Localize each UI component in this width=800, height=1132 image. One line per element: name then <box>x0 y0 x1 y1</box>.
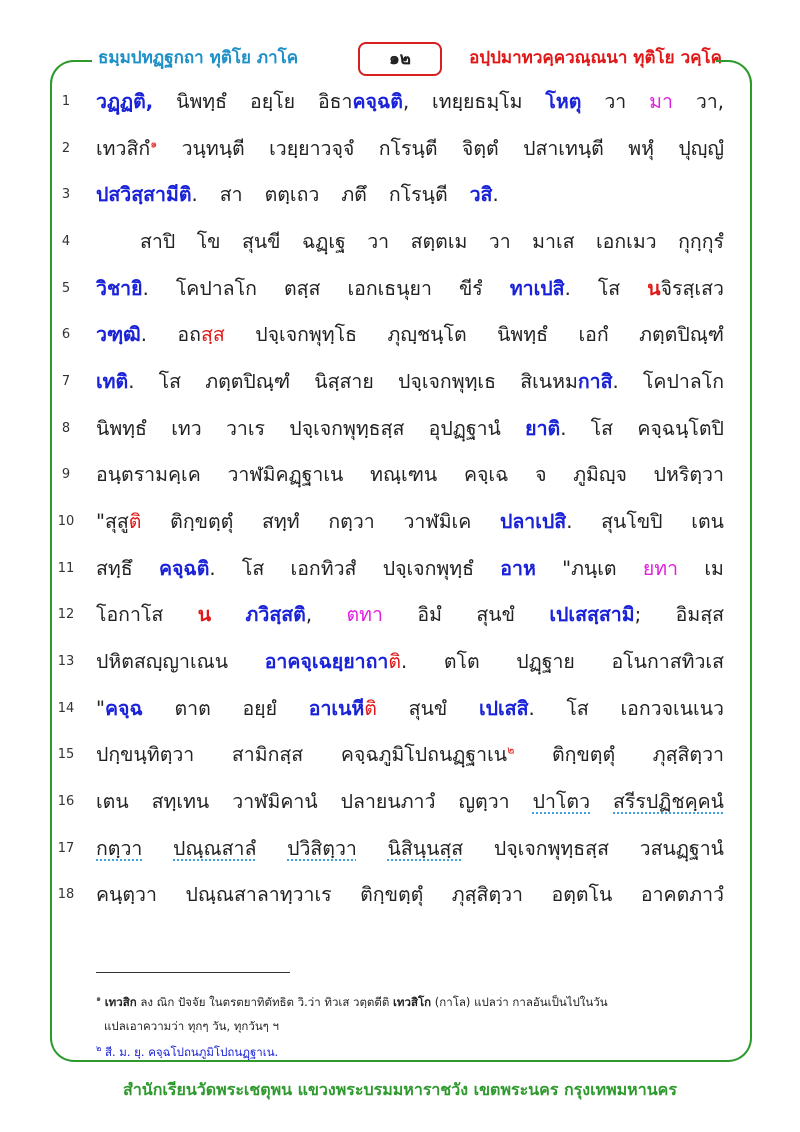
text-line-11 <box>96 553 724 584</box>
word: ปวิสิตฺวา <box>287 837 357 860</box>
line-number: 3 <box>61 187 71 202</box>
word: เอกทิวสํ <box>290 557 357 580</box>
text-line-17 <box>96 833 724 864</box>
line-number: 10 <box>57 514 75 529</box>
footnote-2: $^๒$ สี. ม. ยุ. คจฺฉโปถนภูมิโปถนฏฺฐาเน. <box>96 1044 279 1059</box>
word: ตาต <box>174 697 211 720</box>
word: ปหิตสญฺญาเณน <box>96 650 229 673</box>
line-number: 11 <box>57 561 75 576</box>
word: ปจฺเจกพุทฺธสฺส <box>493 837 609 860</box>
word: อิมํ <box>417 603 442 626</box>
line-number: 1 <box>61 94 71 109</box>
frame-corner-left <box>50 60 92 92</box>
word: อตฺตโน <box>551 883 613 906</box>
word: ปสาเทนฺตี <box>523 137 604 160</box>
word: ตทา <box>346 603 383 626</box>
line-number: 13 <box>57 654 75 669</box>
line-number: 17 <box>57 841 75 856</box>
word: ปุญฺญํ <box>678 137 724 160</box>
text-line-3 <box>96 179 724 210</box>
word: โคปาลโก <box>175 277 257 300</box>
text-line-8 <box>96 413 724 444</box>
word-group: คจฺฉติ. <box>158 557 216 580</box>
word-group: สิเนหมกาสิ. <box>520 370 619 393</box>
word: สทฺธึ <box>96 557 133 580</box>
word: ปจฺเจกพุทฺธสฺส <box>289 417 405 440</box>
word: สา <box>219 183 243 206</box>
text-line-18 <box>96 879 724 910</box>
word: มา <box>649 90 673 113</box>
word: อโนกาสทิวเส <box>611 650 724 673</box>
word: วสนฏฺฐานํ <box>639 837 724 860</box>
word: เทว <box>171 417 202 440</box>
word: ปหริตฺวา <box>653 463 724 486</box>
word-group: นจิรสฺเสว <box>647 277 724 300</box>
text-line-15 <box>96 739 724 770</box>
word: สรีรปฏิชคฺคนํ <box>613 790 724 813</box>
word-group: ยาติ. <box>525 417 567 440</box>
word: สทฺทํ <box>262 510 300 533</box>
word: วฏฺฏติ, <box>96 90 154 113</box>
text-line-13 <box>96 646 724 677</box>
word: ปาโตว <box>532 790 591 813</box>
text-line-14 <box>96 693 724 724</box>
line-number: 14 <box>57 701 75 716</box>
word: โหตุ <box>545 90 582 113</box>
word: อยฺยํ <box>242 697 278 720</box>
page-number: ๑๒ <box>358 42 442 76</box>
word: อุปฏฺฐานํ <box>428 417 501 440</box>
line-number: 2 <box>61 141 71 156</box>
word: วาฬมิคานํ <box>232 790 318 813</box>
word: เอกเมว <box>595 230 657 253</box>
text-line-1 <box>96 86 724 117</box>
word: คนฺตฺวา <box>96 883 157 906</box>
word: วนฺทนฺตี <box>181 137 245 160</box>
word: โส <box>590 417 614 440</box>
word: อาคตภาวํ <box>640 883 724 906</box>
line-number: 12 <box>57 607 75 622</box>
word: เทยฺยธมฺโม <box>432 90 523 113</box>
word: พหุํ <box>628 137 654 160</box>
word: คจฺเฉ <box>463 463 509 486</box>
word: เตน <box>691 510 724 533</box>
word-group: ปลาเปสิ. <box>499 510 573 533</box>
word: ยทา <box>642 557 679 580</box>
line-number: 6 <box>61 327 71 342</box>
word: ตสฺส <box>283 277 321 300</box>
footnote-1-continued: แปลเอาความว่า ทุกๆ วัน, ทุกวันๆ ฯ <box>104 1019 279 1033</box>
header-chapter-title: อปฺปมาทวคฺควณฺณนา ทุติโย วคฺโค <box>469 48 722 68</box>
footnote-divider <box>96 972 290 973</box>
word: วา <box>367 230 390 253</box>
word: นิสินฺนสฺส <box>387 837 464 860</box>
text-line-7 <box>96 366 724 397</box>
word: เอกวจเนเนว <box>620 697 724 720</box>
word: เม <box>704 557 724 580</box>
text-line-9 <box>96 459 724 490</box>
text-line-10 <box>96 506 724 537</box>
word: นิพทฺธํ <box>176 90 228 113</box>
word: วา, <box>695 90 724 113</box>
word: กโรนฺตี <box>378 137 438 160</box>
word-group: อิธาคจฺฉติ, <box>317 90 410 113</box>
word: ปจฺเจกพุทฺธํ <box>382 557 475 580</box>
word-group: ทาเปสิ. <box>509 277 571 300</box>
word-group: "คจฺฉ <box>96 697 143 720</box>
word-group: เปเสสิ. <box>478 697 535 720</box>
word: กโรนฺตี <box>388 183 448 206</box>
word: ภตฺตปิณฺฑํ <box>205 370 291 393</box>
word-group: เทวสิกํ$^๑$ <box>96 137 158 160</box>
word-group: คจฺฉภูมิโปถนฏฺฐาเน$^๒$ <box>340 743 515 766</box>
word: ปณฺณสาลาทฺวาเร <box>185 883 332 906</box>
word: อิมสฺส <box>675 603 724 626</box>
word: ปฏฺฐาย <box>516 650 575 673</box>
word: สุนโขปิ <box>601 510 663 533</box>
word: "ภนฺเต <box>562 557 617 580</box>
word: ติกฺขตฺตุํ <box>551 743 616 766</box>
word: ภูมิญฺจ <box>573 463 627 486</box>
word: จิตฺตํ <box>461 137 499 160</box>
line-number: 5 <box>61 281 71 296</box>
word: เวยฺยาวจฺจํ <box>269 137 355 160</box>
word: วาฬมิเค <box>403 510 472 533</box>
word-group: อาคจฺเฉยฺยาถาติ. <box>264 650 408 673</box>
word: โข <box>196 230 221 253</box>
word: อาห <box>500 557 536 580</box>
word: ทณฺเฑน <box>370 463 438 486</box>
word: ภุสฺสิตฺวา <box>451 883 524 906</box>
word: น <box>197 603 212 626</box>
word: ติกฺขตฺตุํ <box>360 883 424 906</box>
word: โส <box>566 697 589 720</box>
word: ภุญฺชนฺโต <box>387 323 467 346</box>
word: ขีรํ <box>458 277 483 300</box>
word: นิสฺสาย <box>314 370 374 393</box>
word: ภตึ <box>341 183 367 206</box>
footer-institution: สำนักเรียนวัดพระเชตุพน แขวงพระบรมมหาราชวัง เขตพระนคร กรุงเทพมหานคร <box>123 1080 677 1099</box>
word: สุนขํ <box>476 603 515 626</box>
word: ปกฺขนฺทิตฺวา <box>96 743 195 766</box>
word: ภุสฺสิตฺวา <box>652 743 724 766</box>
word: กตฺวา <box>96 837 143 860</box>
line-number: 9 <box>61 467 71 482</box>
line-number: 8 <box>61 421 71 436</box>
word: โส <box>597 277 621 300</box>
word: ติกฺขตฺตุํ <box>170 510 234 533</box>
word: ญตฺวา <box>458 790 510 813</box>
word: ตโต <box>443 650 480 673</box>
text-line-5 <box>96 273 724 304</box>
footnote-ref-2: ๒ <box>507 743 515 757</box>
line-number: 18 <box>57 887 75 902</box>
word-group: วิชายิ. <box>96 277 149 300</box>
word: จ <box>535 463 547 486</box>
word: สุนขี <box>241 230 281 253</box>
word: นิพทฺธํ <box>497 323 549 346</box>
word: โส <box>241 557 265 580</box>
word: อนฺตรามคฺเค <box>96 463 201 486</box>
word: ปลายนภาวํ <box>340 790 436 813</box>
text-line-2 <box>96 133 724 164</box>
text-line-6 <box>96 319 724 350</box>
word: เอกํ <box>578 323 609 346</box>
word-group: เทติ. <box>96 370 135 393</box>
word: เอกเธนุยา <box>347 277 432 300</box>
word: ตตฺเถว <box>264 183 320 206</box>
word: คจฺฉนฺโตปิ <box>637 417 724 440</box>
word: กตฺวา <box>328 510 375 533</box>
word-group: อถสฺส <box>177 323 225 346</box>
text-line-12 <box>96 599 724 630</box>
word: วาฬมิคฏฺฐาเน <box>227 463 344 486</box>
word: มาเส <box>532 230 575 253</box>
word-group: เปเสสฺสามิ; <box>549 603 642 626</box>
word: สตฺตเม <box>410 230 468 253</box>
word: วาเร <box>225 417 265 440</box>
word: สามิกสฺส <box>231 743 304 766</box>
footnote-ref-1: ๑ <box>150 137 158 151</box>
header-book-title: ธมฺมปทฏฺฐกถา ทุติโย ภาโค <box>98 48 299 68</box>
word-group: วสิ. <box>469 183 499 206</box>
word: วา <box>488 230 511 253</box>
word-group: วฑฺฒิ. <box>96 323 147 346</box>
word: ปณฺณสาลํ <box>173 837 257 860</box>
text-line-16 <box>96 786 724 817</box>
footnote-1: $^๑$ เทวสิก ลง ณิก ปัจจัย ในตรตยาทิตัทธิต วิ.ว่า ทิวเส วตฺตตีติ เทวสิโก (กาโล) แปลว่า กาลอันเป็นไปในวัน <box>96 994 608 1009</box>
word-group: ภวิสฺสติ, <box>245 603 313 626</box>
word: โอกาโส <box>96 603 164 626</box>
word: สทฺเทน <box>151 790 210 813</box>
word: สาปิ <box>140 230 176 253</box>
line-number: 7 <box>61 374 71 389</box>
word: โส <box>158 370 181 393</box>
word: อยฺโย <box>249 90 296 113</box>
word: นิพทฺธํ <box>96 417 147 440</box>
word: โคปาลโก <box>642 370 724 393</box>
line-number: 4 <box>61 234 71 249</box>
word: สุนขํ <box>408 697 448 720</box>
text-line-4 <box>96 226 724 257</box>
word: เตน <box>96 790 129 813</box>
word: ปจฺเจกพุทฺเธ <box>398 370 496 393</box>
word-group: "สุสูติ <box>96 510 142 533</box>
word: ฉฏฺเฐ <box>301 230 346 253</box>
line-number: 16 <box>57 794 75 809</box>
word-group: ปสวิสฺสามีติ. <box>96 183 198 206</box>
word: กุกฺกุรํ <box>678 230 724 253</box>
word: วา <box>604 90 627 113</box>
line-number: 15 <box>57 747 75 762</box>
word: ภตฺตปิณฺฑํ <box>639 323 724 346</box>
word-group: อาเนหีติ <box>308 697 377 720</box>
word: ปจฺเจกพุทฺโธ <box>255 323 358 346</box>
